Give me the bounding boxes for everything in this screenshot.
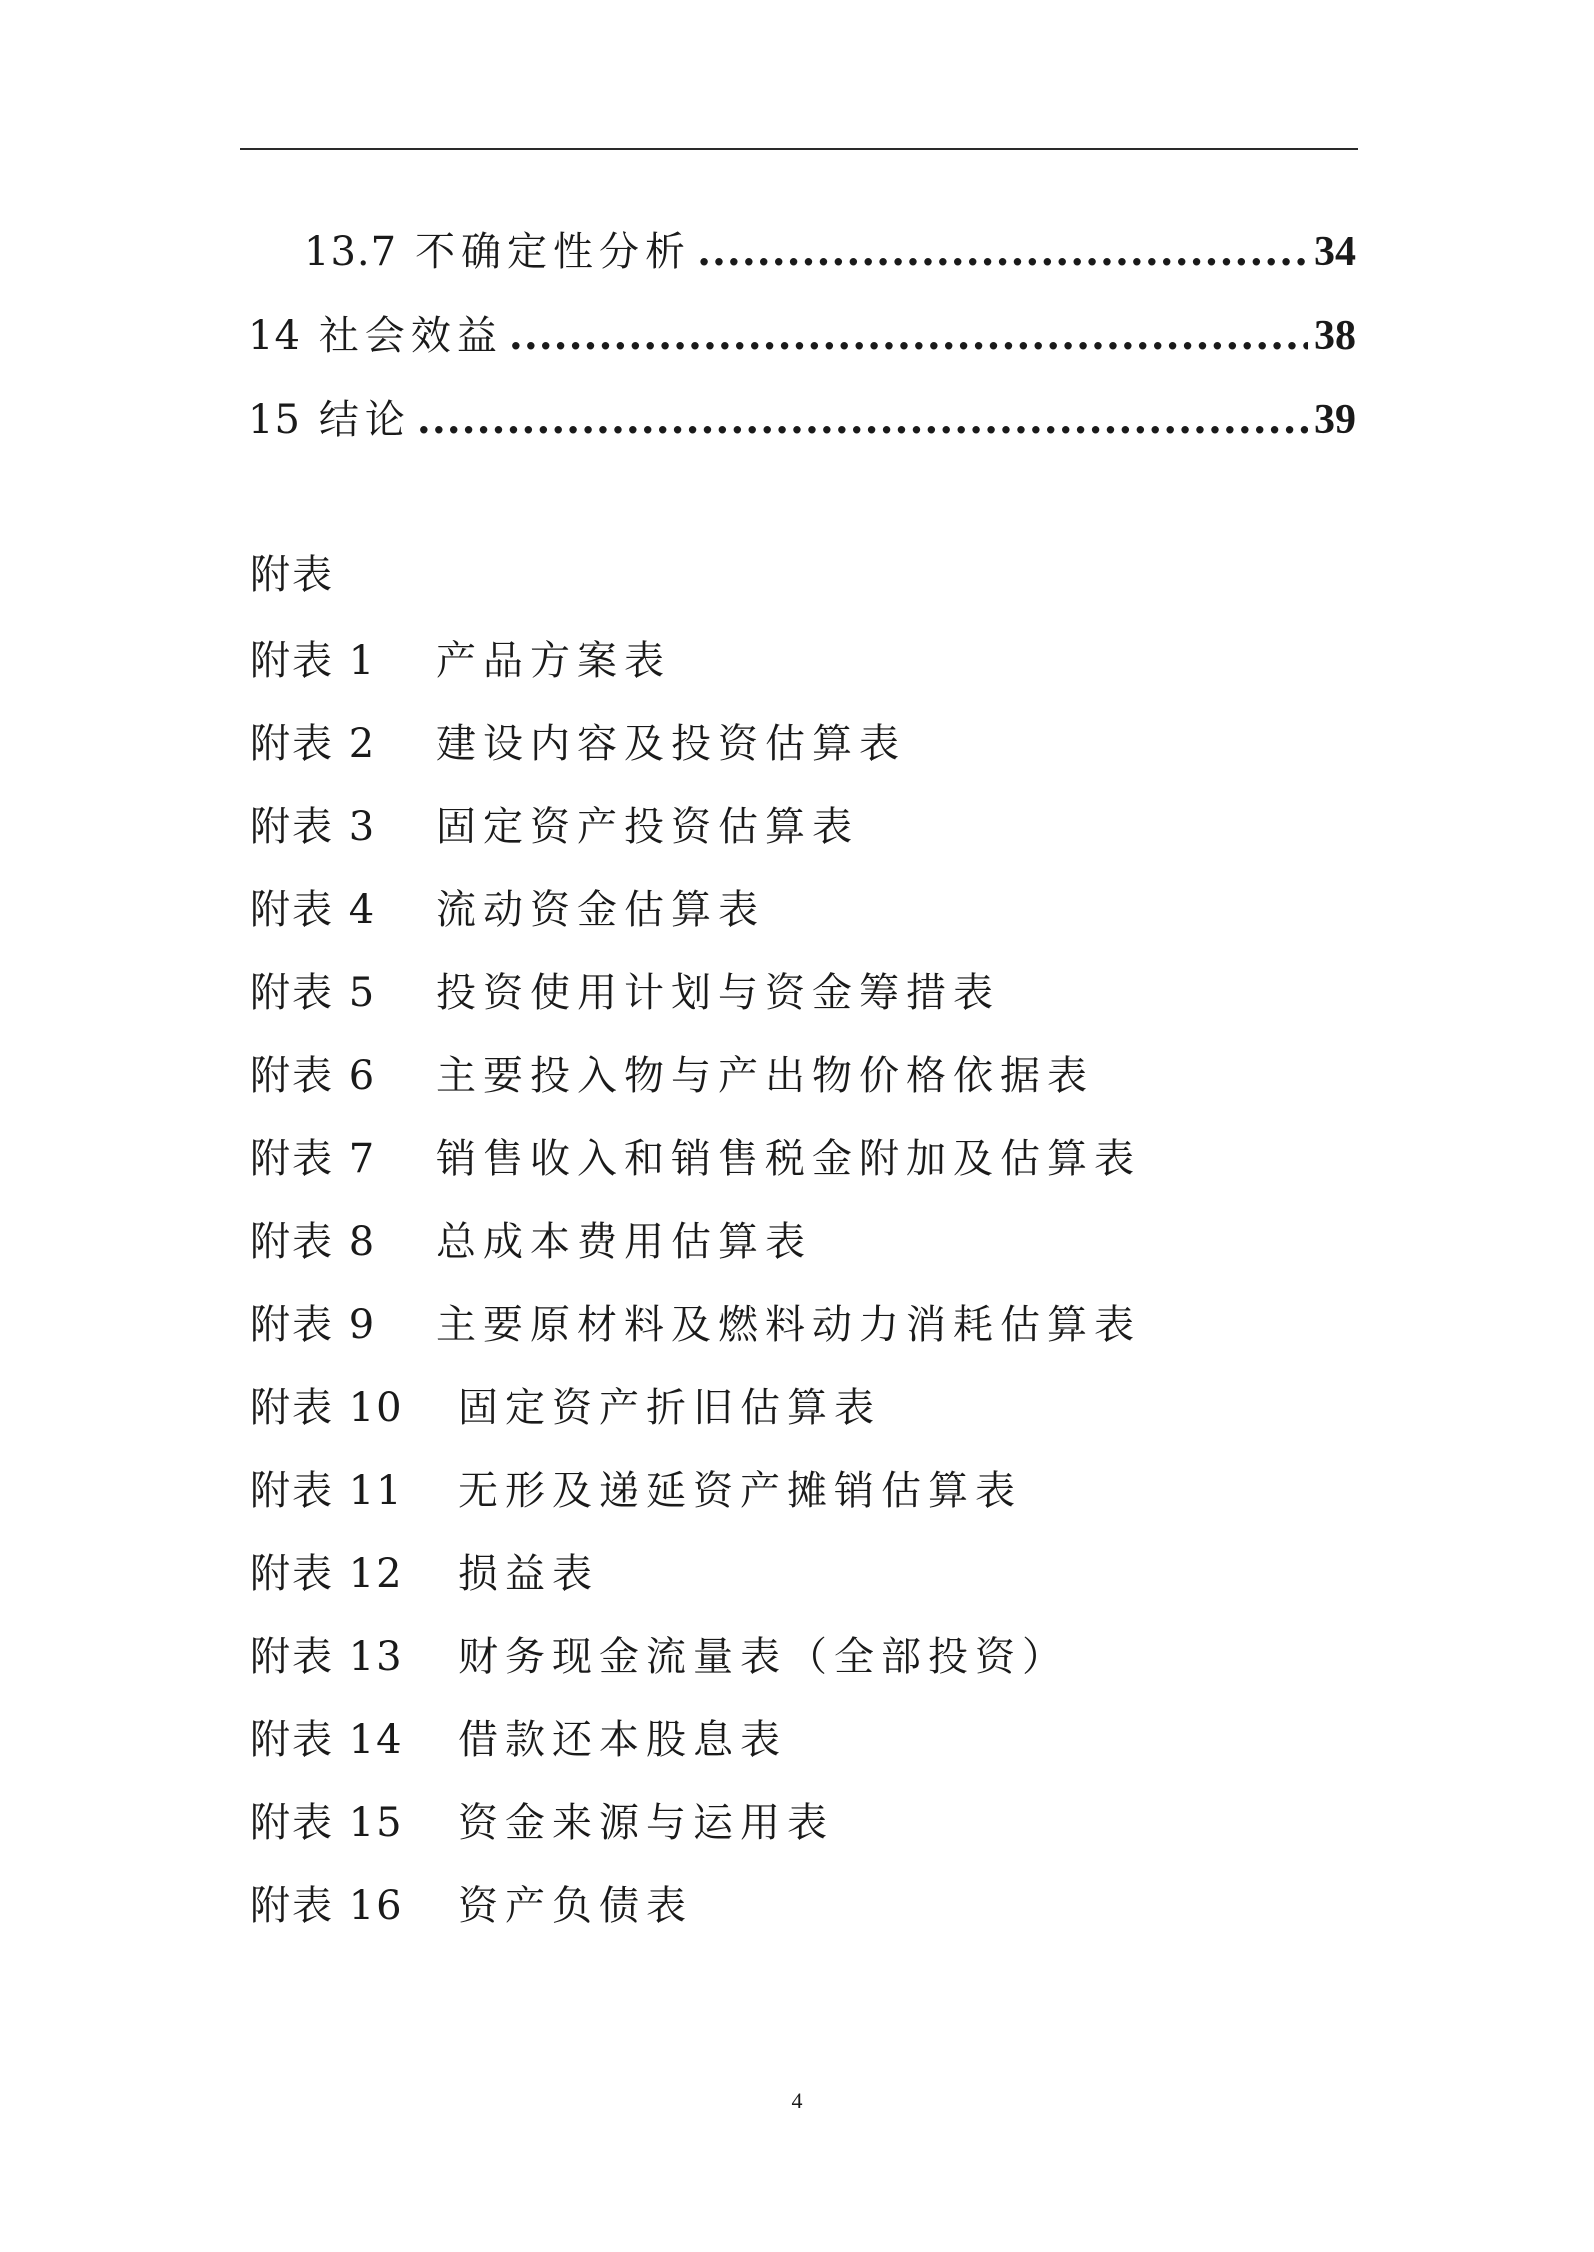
appendix-item-label: 附表 11 [250,1468,404,1514]
appendix-item [250,1367,1350,1450]
appendix-item-name: 固定资产投资估算表 [436,804,859,850]
appendix-item-name: 产品方案表 [436,638,671,684]
toc-entry-page: 38 [1314,313,1356,359]
appendix-item-label: 附表 12 [250,1551,404,1597]
appendix-item [250,1118,1350,1201]
toc-entry-14[interactable] [248,294,1356,378]
appendix-item-label: 附表 7 [250,1136,377,1182]
appendix-item-label: 附表 2 [250,721,377,767]
appendix-item-name: 投资使用计划与资金筹措表 [436,970,1000,1016]
appendix-item [250,1533,1350,1616]
appendix-item-name: 借款还本股息表 [458,1717,787,1763]
toc-entry-15[interactable] [248,378,1356,462]
appendix-item-label: 附表 1 [250,638,377,684]
toc-dot-leader [697,210,1308,294]
toc-dot-leader [417,378,1308,462]
appendix-item [250,786,1350,869]
toc-entry-13-7[interactable] [248,210,1356,294]
appendix-item [250,1035,1350,1118]
toc-entry-page: 34 [1314,229,1356,275]
appendix-item-label: 附表 8 [250,1219,377,1265]
appendix-item-name: 财务现金流量表（全部投资） [458,1634,1069,1680]
header-rule [240,148,1358,150]
appendix-item [250,1201,1350,1284]
appendix-item-label: 附表 3 [250,804,377,850]
appendix-item-name: 流动资金估算表 [436,887,765,933]
appendix-item-label: 附表 9 [250,1302,377,1348]
appendix-item [250,1616,1350,1699]
appendix-item [250,1782,1350,1865]
appendix-item-label: 附表 4 [250,887,377,933]
appendix-item-label: 附表 13 [250,1634,404,1680]
appendix-item [250,620,1350,703]
toc-dot-leader [509,294,1308,378]
toc-entry-number: 13.7 [304,229,398,275]
appendix-item-name: 固定资产折旧估算表 [458,1385,881,1431]
appendix-item-name: 主要投入物与产出物价格依据表 [436,1053,1094,1099]
appendix-item [250,952,1350,1035]
appendix-item-label: 附表 14 [250,1717,404,1763]
appendix-item-label: 附表 15 [250,1800,404,1846]
toc-entry-number: 15 [248,397,301,443]
appendix-item-name: 资产负债表 [458,1883,693,1929]
toc-entry-title: 结论 [318,397,411,443]
appendix-item-name: 无形及递延资产摊销估算表 [458,1468,1022,1514]
page-number: 4 [791,2088,803,2113]
appendix-item-label: 附表 5 [250,970,377,1016]
toc-entry-number: 14 [248,313,301,359]
appendix-heading: 附表 [250,552,334,598]
toc-entry-title: 不确定性分析 [415,229,692,275]
appendix-item-name: 损益表 [458,1551,599,1597]
appendix-item-label: 附表 16 [250,1883,404,1929]
table-of-contents [248,210,1356,462]
appendix-list [250,620,1350,1948]
appendix-item-label: 附表 10 [250,1385,404,1431]
appendix-item-name: 资金来源与运用表 [458,1800,834,1846]
appendix-item-name: 建设内容及投资估算表 [436,721,906,767]
toc-entry-page: 39 [1314,397,1356,443]
appendix-item [250,1865,1350,1948]
appendix-item-name: 主要原材料及燃料动力消耗估算表 [436,1302,1141,1348]
toc-entry-title: 社会效益 [318,313,503,359]
appendix-item [250,1450,1350,1533]
appendix-item-name: 销售收入和销售税金附加及估算表 [436,1136,1141,1182]
appendix-item [250,869,1350,952]
appendix-item [250,703,1350,786]
appendix-item-name: 总成本费用估算表 [436,1219,812,1265]
appendix-item [250,1284,1350,1367]
appendix-item-label: 附表 6 [250,1053,377,1099]
appendix-item [250,1699,1350,1782]
